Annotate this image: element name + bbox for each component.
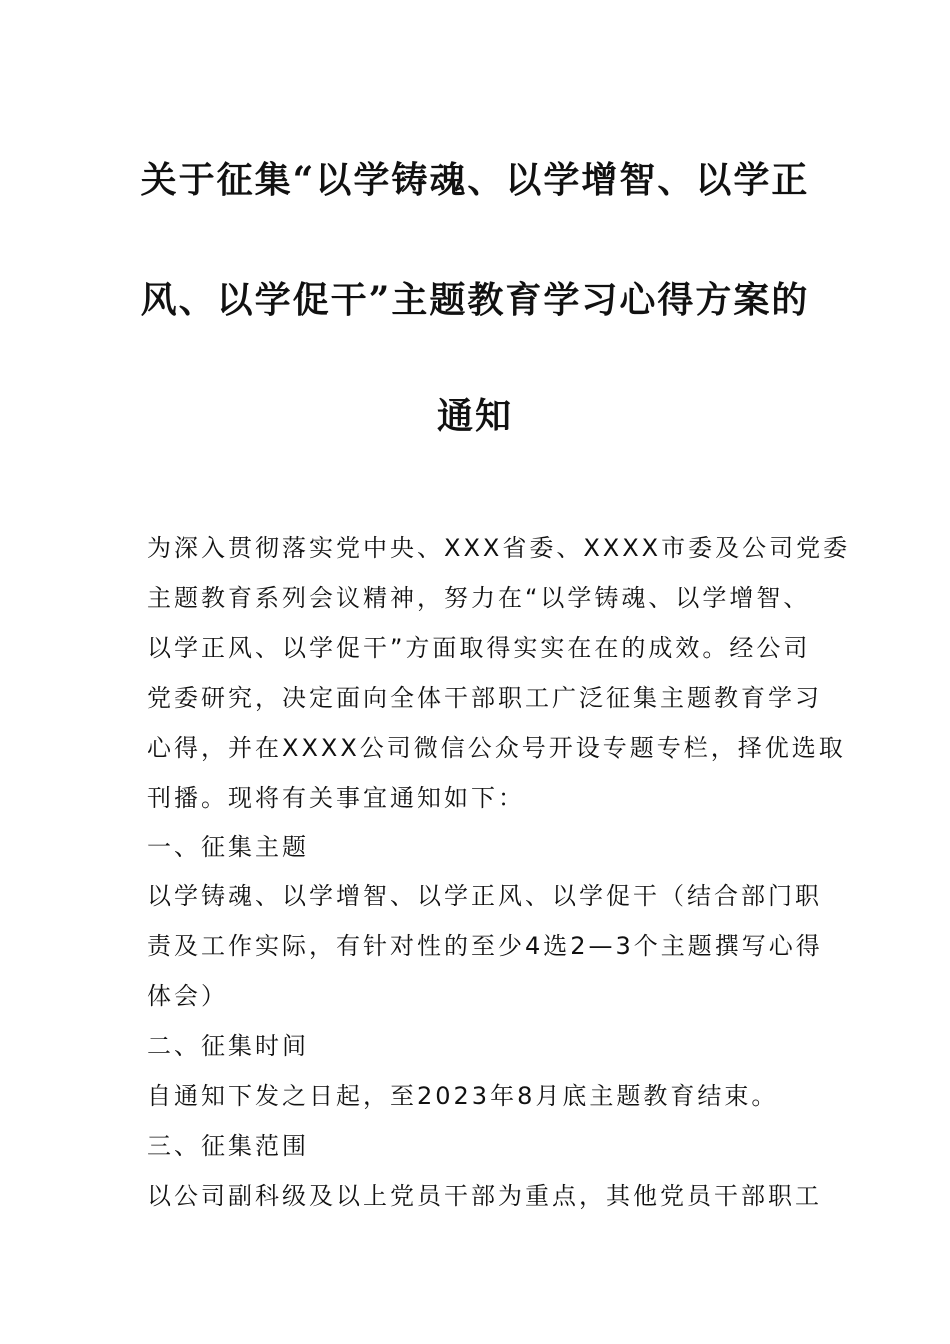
body-line-14: 以公司副科级及以上党员干部为重点，其他党员干部职工 bbox=[147, 1182, 822, 1210]
body-line-3: 以学正风、以学促干”方面取得实实在在的成效。经公司 bbox=[147, 634, 811, 662]
document-title-line-2: 风、以学促干”主题教育学习心得方案的 bbox=[140, 279, 810, 321]
document-title-line-1: 关于征集“以学铸魂、以学增智、以学正 bbox=[140, 159, 810, 201]
section-heading-2: 二、征集时间 bbox=[147, 1032, 309, 1060]
body-line-8: 以学铸魂、以学增智、以学正风、以学促干（结合部门职 bbox=[147, 882, 822, 910]
body-line-10: 体会） bbox=[147, 982, 228, 1010]
body-line-12: 自通知下发之日起，至2023年8月底主题教育结束。 bbox=[147, 1082, 779, 1110]
section-heading-1: 一、征集主题 bbox=[147, 833, 309, 861]
section-heading-3: 三、征集范围 bbox=[147, 1132, 309, 1160]
document-title-line-3: 通知 bbox=[436, 395, 513, 437]
body-line-1: 为深入贯彻落实党中央、XXX省委、XXXX市委及公司党委 bbox=[147, 534, 851, 562]
body-line-4: 党委研究，决定面向全体干部职工广泛征集主题教育学习 bbox=[147, 684, 822, 712]
body-line-5: 心得，并在XXXX公司微信公众号开设专题专栏，择优选取 bbox=[147, 734, 846, 762]
body-line-2: 主题教育系列会议精神，努力在“以学铸魂、以学增智、 bbox=[147, 584, 811, 612]
body-line-9: 责及工作实际，有针对性的至少4选2—3个主题撰写心得 bbox=[147, 932, 823, 960]
body-line-6: 刊播。现将有关事宜通知如下： bbox=[147, 784, 525, 812]
